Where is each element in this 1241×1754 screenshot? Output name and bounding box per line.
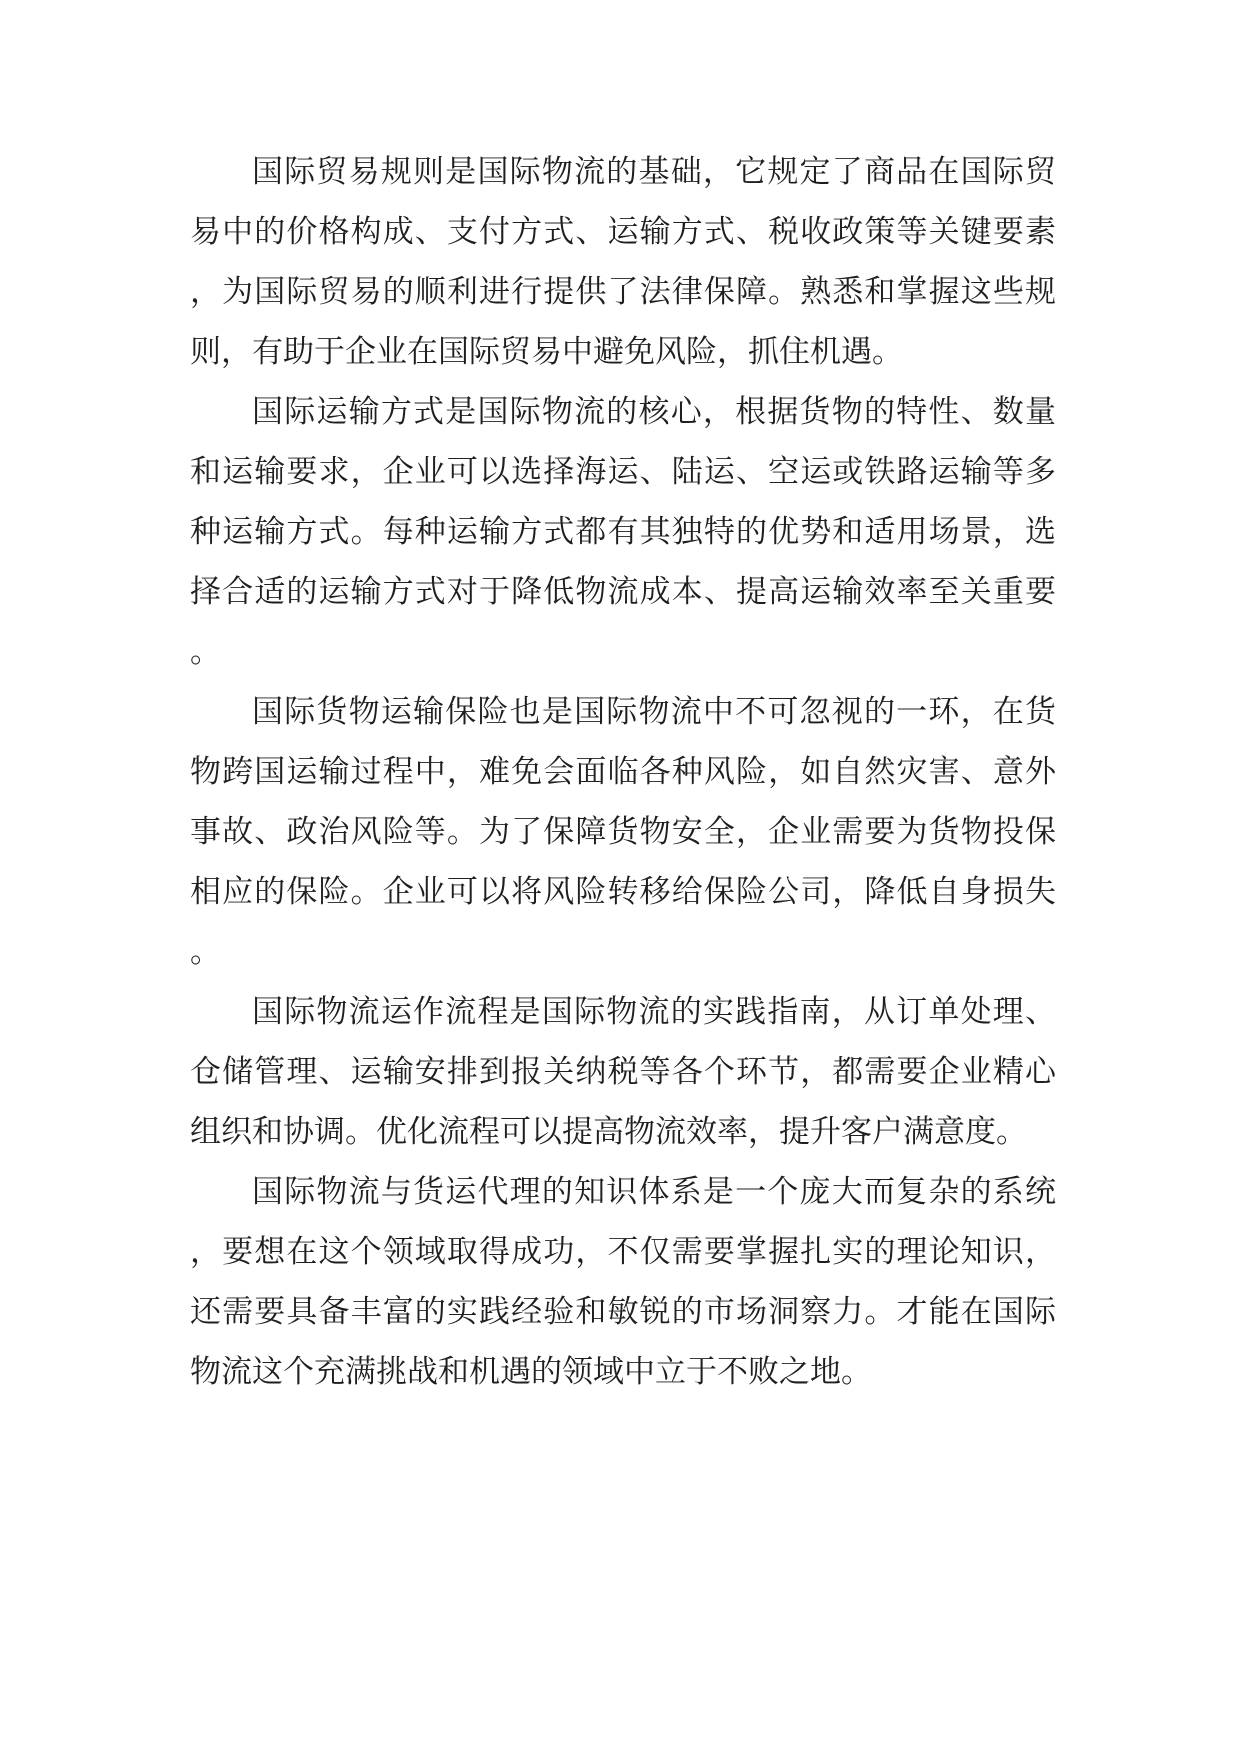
paragraph-cargo-insurance: 国际货物运输保险也是国际物流中不可忽视的一环，在货物跨国运输过程中，难免会面临各种风险，如自然灾害、意外事故、政治风险等。为了保障货物安全，企业需要为货物投保相应的保险。企业可以将风险转移给保险公司，降低自身损失。 bbox=[190, 694, 1056, 970]
document-body bbox=[190, 142, 1056, 1402]
paragraph-trade-rules: 国际贸易规则是国际物流的基础，它规定了商品在国际贸易中的价格构成、支付方式、运输方式、税收政策等关键要素，为国际贸易的顺利进行提供了法律保障。熟悉和掌握这些规则，有助于企业在国际贸易中避免风险，抓住机遇。 bbox=[190, 154, 1056, 370]
paragraph-transport-modes: 国际运输方式是国际物流的核心，根据货物的特性、数量和运输要求，企业可以选择海运、陆运、空运或铁路运输等多种运输方式。每种运输方式都有其独特的优势和适用场景，选择合适的运输方式对于降低物流成本、提高运输效率至关重要。 bbox=[190, 394, 1056, 670]
paragraph-knowledge-system: 国际物流与货运代理的知识体系是一个庞大而复杂的系统，要想在这个领域取得成功，不仅需要掌握扎实的理论知识，还需要具备丰富的实践经验和敏锐的市场洞察力。才能在国际物流这个充满挑战和机遇的领域中立于不败之地。 bbox=[190, 1174, 1056, 1390]
paragraph-logistics-process: 国际物流运作流程是国际物流的实践指南，从订单处理、仓储管理、运输安排到报关纳税等各个环节，都需要企业精心组织和协调。优化流程可以提高物流效率，提升客户满意度。 bbox=[190, 994, 1056, 1150]
